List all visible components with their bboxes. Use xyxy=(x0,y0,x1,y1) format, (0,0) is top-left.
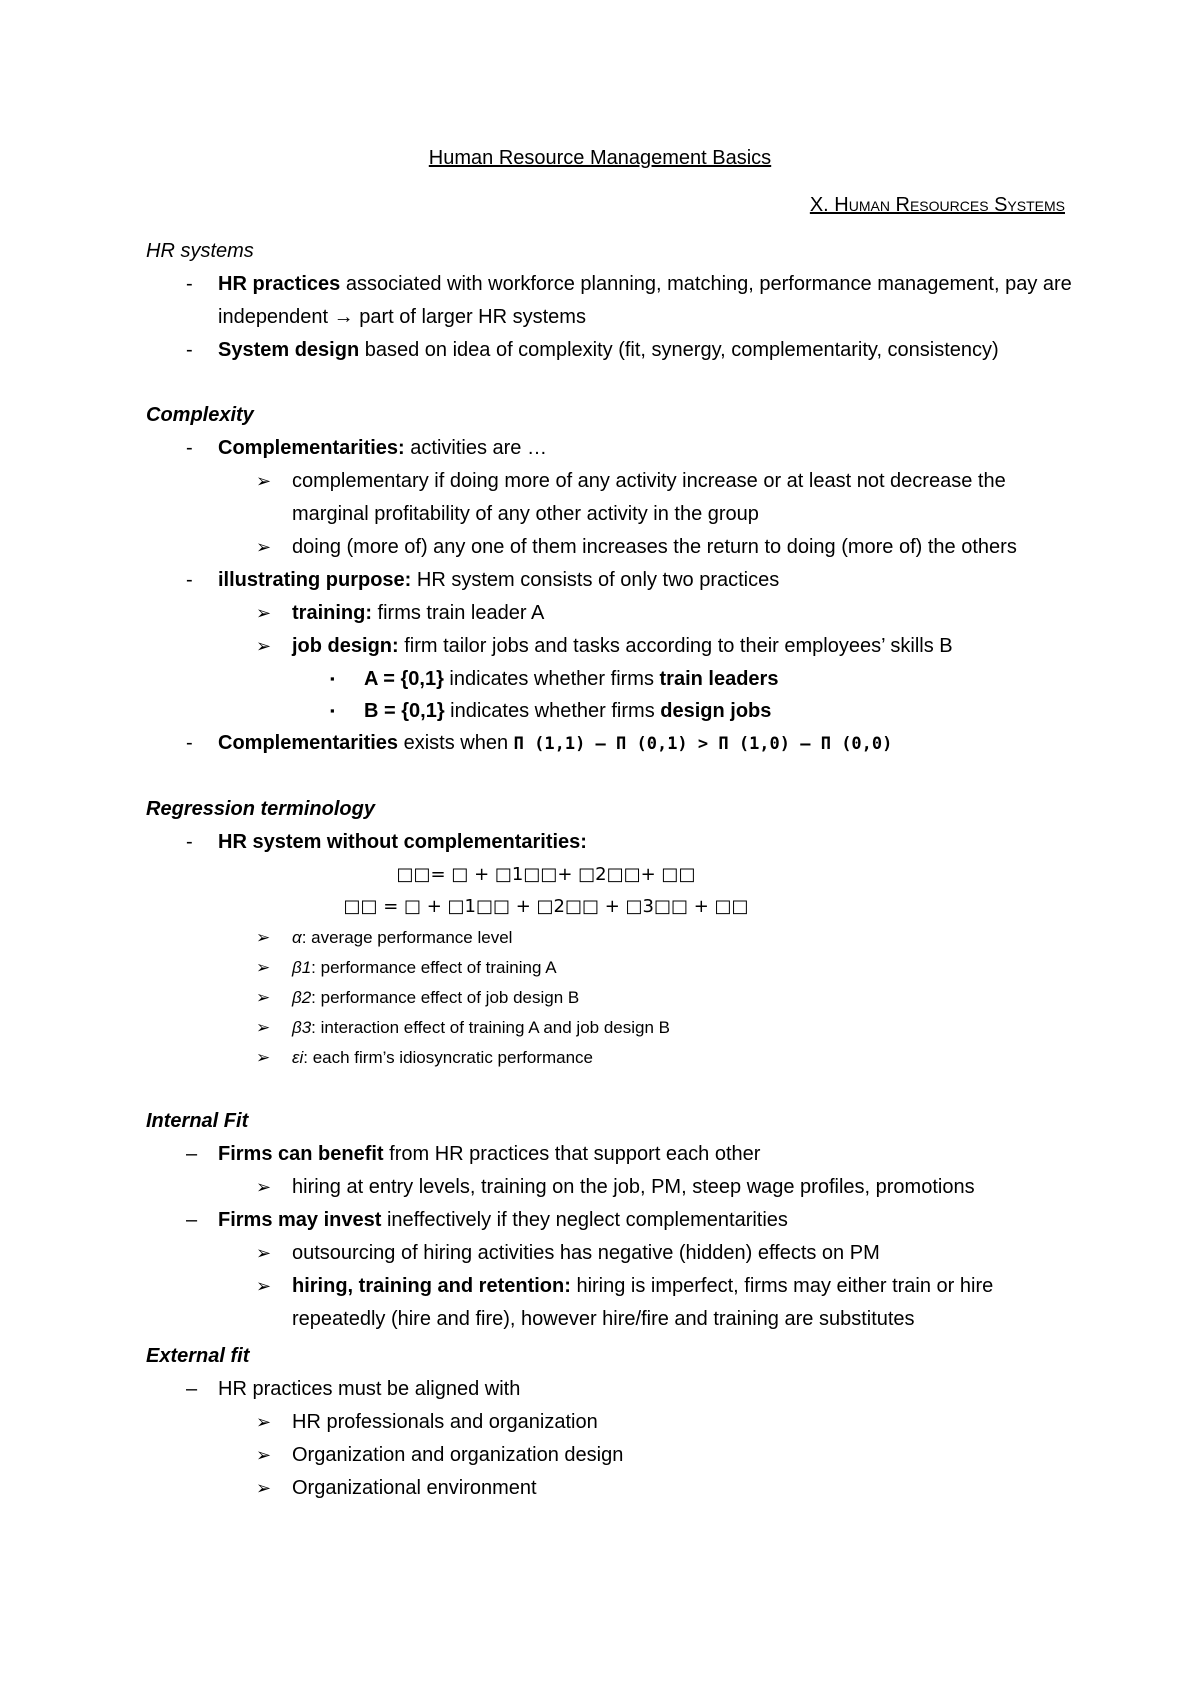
list-item: ➢ hiring at entry levels, training on the job, PM, steep wage profiles, promotions xyxy=(146,1171,1076,1204)
arrow-bullet-icon: ➢ xyxy=(256,1018,271,1037)
list-item: - System design based on idea of complexity (fit, synergy, complementarity, consistency) xyxy=(146,334,1076,367)
dash-bullet: - xyxy=(186,569,193,591)
dash-bullet: - xyxy=(186,831,193,853)
arrow-bullet-icon: ➢ xyxy=(256,471,272,491)
list-item: ➢ HR professionals and organization xyxy=(146,1406,1076,1439)
arrow-bullet-icon: ➢ xyxy=(256,1276,272,1296)
list-item: ➢ εi: each firm’s idiosyncratic performance xyxy=(146,1043,1076,1073)
arrow-bullet-icon: ➢ xyxy=(256,603,272,623)
list-item: ➢ outsourcing of hiring activities has negative (hidden) effects on PM xyxy=(146,1237,1076,1270)
list-item: - Complementarities exists when Π (1,1) – Π (0,1) > Π (1,0) – Π (0,0) xyxy=(146,727,1076,761)
list-item: ➢ job design: firm tailor jobs and tasks according to their employees’ skills B xyxy=(146,630,1076,663)
list-item: – Firms can benefit from HR practices that support each other xyxy=(146,1138,1076,1171)
arrow-bullet-icon: ➢ xyxy=(256,1412,272,1432)
equation: □□= □ + □1□□+ □2□□+ □□ xyxy=(396,864,696,885)
list-item: ➢ hiring, training and retention: hiring is imperfect, firms may either train or hire repeatedly (hire and fire), however hire/fire and training are substitutes xyxy=(146,1270,1076,1336)
list-item: ➢ β1: performance effect of training A xyxy=(146,953,1076,983)
document-body xyxy=(146,235,1076,1537)
section-external-fit xyxy=(146,1340,1076,1505)
equation: □□ = □ + □1□□ + □2□□ + □3□□ + □□ xyxy=(343,896,749,917)
square-bullet-icon: ▪ xyxy=(330,671,335,686)
list-item: ▪ B = {0,1} indicates whether firms design jobs xyxy=(146,695,1076,727)
dash-bullet: – xyxy=(186,1209,198,1231)
list-item: ➢ β2: performance effect of job design B xyxy=(146,983,1076,1013)
arrow-bullet-icon: ➢ xyxy=(256,1048,271,1067)
arrow-bullet-icon: ➢ xyxy=(256,636,272,656)
list-item: - Complementarities: activities are … xyxy=(146,432,1076,465)
arrow-bullet-icon: ➢ xyxy=(256,537,272,557)
section-heading: Regression terminology xyxy=(146,798,375,820)
dash-bullet: - xyxy=(186,437,193,459)
list-item: ➢ Organization and organization design xyxy=(146,1439,1076,1472)
section-heading: Internal Fit xyxy=(146,1110,249,1132)
list-item: - HR practices associated with workforce planning, matching, performance management, pay are independent → part of larger HR systems xyxy=(146,268,1076,334)
arrow-bullet-icon: ➢ xyxy=(256,1478,272,1498)
list-item: ▪ A = {0,1} indicates whether firms train leaders xyxy=(146,663,1076,695)
section-heading: HR systems xyxy=(146,240,254,262)
list-item: ➢ β3: interaction effect of training A and job design B xyxy=(146,1013,1076,1043)
dash-bullet: – xyxy=(186,1378,198,1400)
dash-bullet: - xyxy=(186,273,193,295)
chapter-heading: X. Human Resources Systems xyxy=(809,194,1065,216)
list-item: - HR system without complementarities: xyxy=(146,826,1076,859)
document-title: Human Resource Management Basics xyxy=(428,147,772,169)
section-hr-systems xyxy=(146,235,1076,367)
list-item: – Firms may invest ineffectively if they neglect complementarities xyxy=(146,1204,1076,1237)
list-item: ➢ Organizational environment xyxy=(146,1472,1076,1505)
section-heading: External fit xyxy=(146,1345,250,1367)
list-item: ➢ α: average performance level xyxy=(146,923,1076,953)
section-complexity xyxy=(146,399,1076,761)
arrow-bullet-icon: ➢ xyxy=(256,958,271,977)
arrow-bullet-icon: ➢ xyxy=(256,1243,272,1263)
arrow-bullet-icon: ➢ xyxy=(256,1445,272,1465)
list-item: ➢ doing (more of) any one of them increases the return to doing (more of) the others xyxy=(146,531,1076,564)
dash-bullet: – xyxy=(186,1143,198,1165)
formula: Π (1,1) – Π (0,1) > Π (1,0) – Π (0,0) xyxy=(513,734,893,754)
arrow-right-icon: → xyxy=(333,306,354,328)
dash-bullet: - xyxy=(186,339,193,361)
list-item: ➢ complementary if doing more of any activity increase or at least not decrease the marginal profitability of any other activity in the group xyxy=(146,465,1076,531)
section-regression xyxy=(146,793,1076,1073)
arrow-bullet-icon: ➢ xyxy=(256,1177,272,1197)
square-bullet-icon: ▪ xyxy=(330,703,335,718)
section-heading: Complexity xyxy=(146,404,254,426)
list-item: – HR practices must be aligned with xyxy=(146,1373,1076,1406)
arrow-bullet-icon: ➢ xyxy=(256,988,271,1007)
section-internal-fit xyxy=(146,1105,1076,1336)
dash-bullet: - xyxy=(186,732,193,754)
list-item: - illustrating purpose: HR system consists of only two practices xyxy=(146,564,1076,597)
arrow-bullet-icon: ➢ xyxy=(256,928,271,947)
list-item: ➢ training: firms train leader A xyxy=(146,597,1076,630)
